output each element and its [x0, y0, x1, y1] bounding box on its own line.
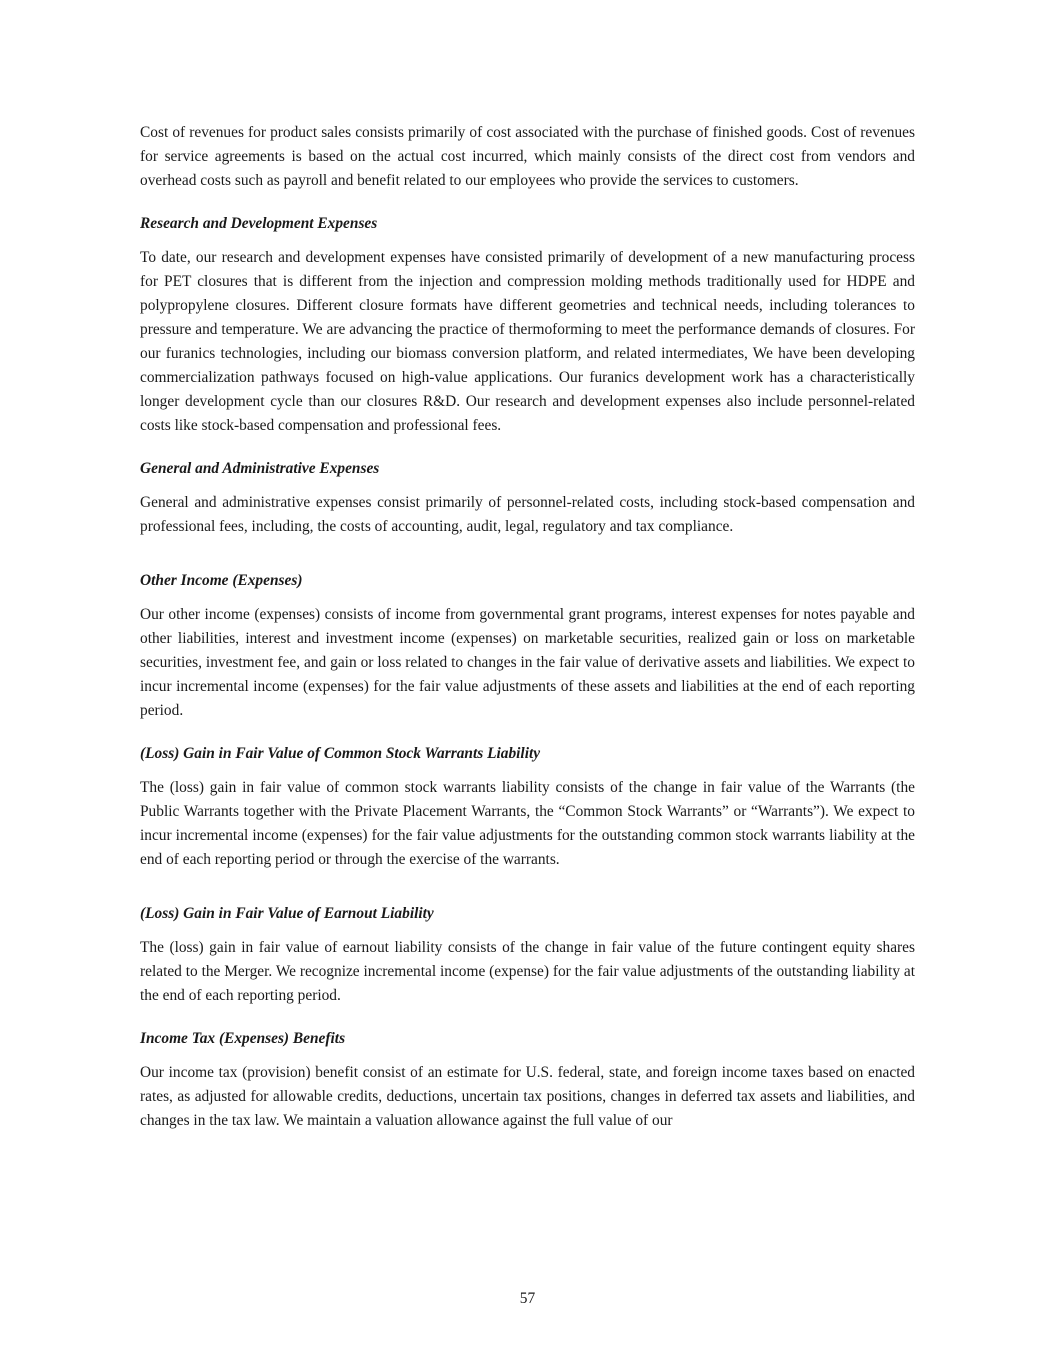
- heading-earnout-liability: (Loss) Gain in Fair Value of Earnout Liability: [140, 905, 434, 922]
- paragraph-warrants-liability: The (loss) gain in fair value of common stock warrants liability consists of the change in fair value of the Warrants (the Public Warrants together with the Private Placement Warrants, the “Common Stock Warrants” or “Warrants”). We expect to incur incremental income (expenses) for the fair value adjustments for the outstanding common stock warrants liability at the end of each reporting period or through the exercise of the warrants.: [140, 779, 915, 868]
- page-number: 57: [519, 1290, 536, 1307]
- heading-other-income: Other Income (Expenses): [140, 572, 303, 589]
- heading-general-administrative: General and Administrative Expenses: [140, 460, 380, 477]
- paragraph-other-income: Our other income (expenses) consists of income from governmental grant programs, interest expenses for notes payable and other liabilities, interest and investment income (expenses) on marketable securities, realized gain or loss on marketable securities, investment fee, and gain or loss related to changes in the fair value of derivative assets and liabilities. We expect to incur incremental income (expenses) for the fair value adjustments of these assets and liabilities at the end of each reporting period.: [140, 606, 915, 719]
- paragraph-cost-of-revenues: Cost of revenues for product sales consists primarily of cost associated with the purchase of finished goods. Cost of revenues for service agreements is based on the actual cost incurred, which mainly consists of the direct cost from vendors and overhead costs such as payroll and benefit related to our employees who provide the services to customers.: [140, 124, 915, 189]
- heading-income-tax: Income Tax (Expenses) Benefits: [140, 1030, 346, 1047]
- heading-warrants-liability: (Loss) Gain in Fair Value of Common Stock Warrants Liability: [140, 745, 541, 762]
- paragraph-research-development: To date, our research and development expenses have consisted primarily of development of a new manufacturing process for PET closures that is different from the injection and compression molding methods traditionally used for HDPE and polypropylene closures. Different closure formats have different geometries and technical needs, including tolerances to pressure and temperature. We are advancing the practice of thermoforming to meet the performance demands of closures. For our furanics technologies, including our biomass conversion platform, and related intermediates, We have been developing commercialization pathways focused on high-value applications. Our furanics development work has a characteristically longer development cycle than our closures R&D. Our research and development expenses also include personnel-related costs like stock-based compensation and professional fees.: [140, 249, 915, 434]
- heading-research-development: Research and Development Expenses: [140, 215, 378, 232]
- paragraph-income-tax: Our income tax (provision) benefit consist of an estimate for U.S. federal, state, and foreign income taxes based on enacted rates, as adjusted for allowable credits, deductions, uncertain tax positions, changes in deferred tax assets and liabilities, and changes in the tax law. We maintain a valuation allowance against the full value of our: [140, 1064, 915, 1129]
- paragraph-earnout-liability: The (loss) gain in fair value of earnout liability consists of the change in fair value of the future contingent equity shares related to the Merger. We recognize incremental income (expense) for the fair value adjustments of the outstanding liability at the end of each reporting period.: [140, 939, 915, 1004]
- document-page: [140, 121, 915, 1133]
- paragraph-general-administrative: General and administrative expenses consist primarily of personnel-related costs, including stock-based compensation and professional fees, including, the costs of accounting, audit, legal, regulatory and tax compliance.: [140, 494, 915, 535]
